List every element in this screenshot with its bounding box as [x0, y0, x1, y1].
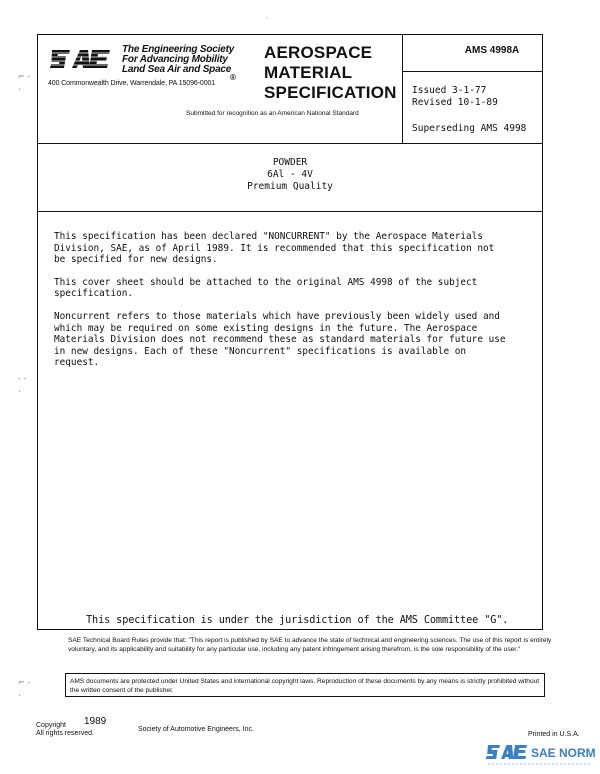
- jurisdiction-statement: This specification is under the jurisdiction of the AMS Committee "G".: [86, 615, 509, 626]
- title-line: AEROSPACE: [264, 43, 373, 62]
- body-paragraph: Noncurrent refers to those materials which have previously been widely used and which may be required on some existing designs in the future. The Aerospace Materials Division does not recommend these as standard materials for future use in new designs. Each of these "Noncurrent" specifications is available on request.: [54, 310, 506, 369]
- header-bottom-rule: [38, 143, 542, 144]
- material-line: Premium Quality: [247, 181, 333, 192]
- society-tagline: [122, 44, 236, 82]
- society-line: Land Sea Air and Space: [122, 64, 232, 75]
- rights-reserved: All rights reserved.: [36, 730, 94, 737]
- issue-dates: [412, 85, 498, 109]
- watermark-text: SAE NORM: [531, 746, 596, 760]
- title-bottom-rule: [38, 211, 542, 212]
- society-line: For Advancing Mobility: [122, 54, 228, 65]
- document-number: AMS 4998A: [464, 45, 520, 56]
- material-line: POWDER: [272, 157, 308, 168]
- publisher-name: Society of Automotive Engineers, Inc.: [138, 726, 254, 733]
- scan-mark: `: [18, 88, 22, 97]
- header-divider-vertical: [402, 35, 403, 143]
- registered-mark: ®: [230, 73, 236, 82]
- superseding-note: Superseding AMS 4998: [412, 123, 527, 134]
- copyright-word: Copyright: [36, 722, 66, 729]
- copyright-year: 1989: [84, 716, 107, 727]
- printed-in: Printed in U.S.A.: [528, 731, 580, 738]
- specification-frame: [37, 34, 543, 630]
- sae-norm-watermark: [486, 740, 596, 768]
- title-line: MATERIAL: [264, 63, 353, 82]
- revised-date: Revised 10-1-89: [412, 97, 498, 108]
- submitted-note: Submitted for recognition as an American National Standard: [186, 110, 359, 117]
- scan-mark: ·: [266, 14, 269, 23]
- scan-mark: `: [18, 390, 22, 399]
- document-type-title: [264, 43, 397, 103]
- issued-date: Issued 3-1-77: [412, 85, 487, 96]
- specification-body: [54, 231, 526, 380]
- scan-mark: ⌐ -: [18, 678, 31, 687]
- sae-logo: [50, 44, 112, 76]
- doc-number-divider: [402, 71, 542, 72]
- copyright-notice-box: AMS documents are protected under United States and international copyright laws. Reproduction of these documents by any means is strictly prohibited without the written consent of the publisher.: [65, 673, 545, 697]
- society-address: 400 Commonwealth Drive, Warrendale, PA 15096-0001: [48, 80, 216, 87]
- technical-board-rules: SAE Technical Board Rules provide that: "This report is published by SAE to advance the state of technical and engineering sciences. The use of this report is entirely voluntary, and its applicability and suitability for any particular use, including any patent infringement arising therefrom, is the sole responsibility of the user.": [68, 637, 552, 653]
- material-line: 6Al - 4V: [267, 169, 313, 180]
- body-paragraph: This cover sheet should be attached to the original AMS 4998 of the subject specification.: [54, 276, 478, 300]
- scan-mark: `: [18, 694, 22, 703]
- scan-mark: ⌐ -: [18, 72, 31, 81]
- scan-mark: - -: [18, 374, 27, 383]
- society-line: The Engineering Society: [122, 44, 235, 55]
- title-line: SPECIFICATION: [264, 83, 397, 102]
- body-paragraph: This specification has been declared "NONCURRENT" by the Aerospace Materials Division, SAE, as of April 1989. It is recommended that this specification not be specified for new designs.: [54, 231, 495, 266]
- material-title: [38, 157, 542, 193]
